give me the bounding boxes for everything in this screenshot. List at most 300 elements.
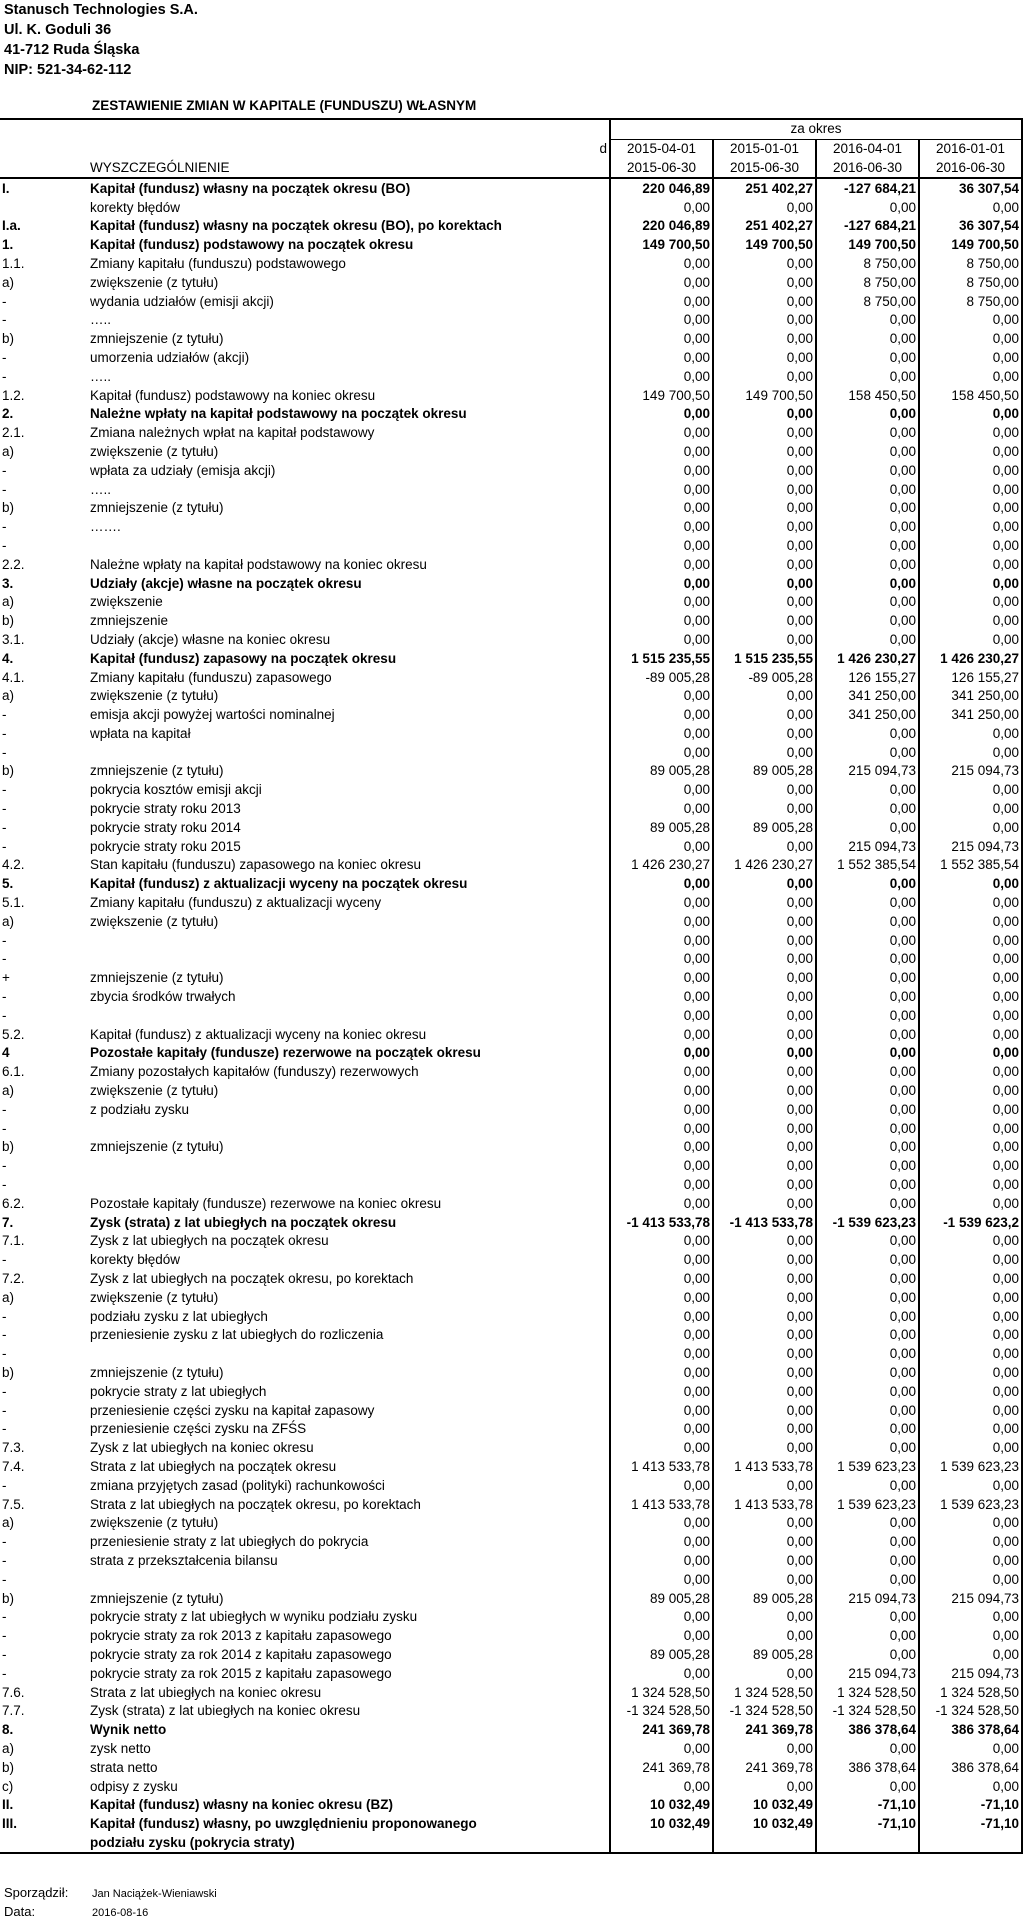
value-cell-period-3: 0,00 (816, 1006, 919, 1025)
value-cell-period-2: 0,00 (713, 612, 816, 631)
value-cell-period-2: 1 324 528,50 (713, 1683, 816, 1702)
table-row (0, 1288, 1022, 1307)
table-row (0, 1570, 1022, 1589)
table-row (0, 1025, 1022, 1044)
row-number: b) (2, 763, 15, 779)
value-cell-period-3: 0,00 (816, 537, 919, 556)
value-cell-period-2: 0,00 (713, 988, 816, 1007)
row-number: 1. (2, 237, 14, 253)
value-cell-period-2: 0,00 (713, 461, 816, 480)
row-label (88, 537, 592, 556)
row-label: emisja akcji powyżej wartości nominalnej (90, 707, 335, 723)
value-cell-period-3: 0,00 (816, 1157, 919, 1176)
value-cell-period-1: 0,00 (610, 499, 713, 518)
value-cell-period-3: 0,00 (816, 1740, 919, 1759)
value-cell-period-2: 0,00 (713, 631, 816, 650)
row-number: a) (2, 1515, 15, 1531)
value-cell-period-1: 0,00 (610, 743, 713, 762)
value-cell-period-3: 149 700,50 (816, 236, 919, 255)
value-cell-period-4: 0,00 (919, 1025, 1022, 1044)
row-label: zbycia środków trwałych (90, 989, 236, 1005)
value-cell-period-4: 215 094,73 (919, 837, 1022, 856)
row-label: odpisy z zysku (90, 1778, 178, 1794)
value-cell-period-3: 215 094,73 (816, 837, 919, 856)
value-cell-period-1: 0,00 (610, 255, 713, 274)
value-cell-period-4: 0,00 (919, 818, 1022, 837)
table-row (0, 1382, 1022, 1401)
row-label (88, 950, 592, 969)
value-cell-period-2 (713, 1834, 816, 1854)
row-number: - (2, 1646, 7, 1662)
table-row (0, 743, 1022, 762)
table-row (0, 1213, 1022, 1232)
value-cell-period-1: 0,00 (610, 1627, 713, 1646)
row-label: przeniesienie straty z lat ubiegłych do pokrycia (90, 1534, 369, 1550)
row-label: ….. (90, 481, 112, 497)
value-cell-period-4: 0,00 (919, 1608, 1022, 1627)
value-cell-period-4: 0,00 (919, 518, 1022, 537)
row-label: Udziały (akcje) własne na koniec okresu (90, 631, 331, 647)
row-label: pokrycie straty za rok 2014 z kapitału zapasowego (90, 1646, 392, 1662)
value-cell-period-4: 1 552 385,54 (919, 856, 1022, 875)
table-row (0, 818, 1022, 837)
value-cell-period-4: 0,00 (919, 1232, 1022, 1251)
value-cell-period-4: 0,00 (919, 912, 1022, 931)
row-label: pokrycie straty roku 2013 (90, 801, 241, 817)
row-label: zwiększenie (z tytułu) (90, 1515, 219, 1531)
row-label: Kapitał (fundusz) własny na początek okresu (BO), po korektach (90, 218, 502, 234)
value-cell-period-4: 0,00 (919, 1270, 1022, 1289)
value-cell-period-4: 126 155,27 (919, 668, 1022, 687)
value-cell-period-1: 0,00 (610, 931, 713, 950)
table-row (0, 273, 1022, 292)
value-cell-period-1: 1 515 235,55 (610, 649, 713, 668)
row-label: zmniejszenie (z tytułu) (90, 1139, 224, 1155)
value-cell-period-2: 0,00 (713, 1627, 816, 1646)
row-number: 7.4. (2, 1458, 25, 1474)
value-cell-period-3: 0,00 (816, 875, 919, 894)
value-cell-period-4: 0,00 (919, 1157, 1022, 1176)
value-cell-period-4: 0,00 (919, 1063, 1022, 1082)
value-cell-period-4: 0,00 (919, 461, 1022, 480)
row-number: 3.1. (2, 631, 25, 647)
value-cell-period-4: 0,00 (919, 1533, 1022, 1552)
value-cell-period-1: 0,00 (610, 349, 713, 368)
value-cell-period-4: 0,00 (919, 574, 1022, 593)
value-cell-period-4: 0,00 (919, 612, 1022, 631)
value-cell-period-3: 158 450,50 (816, 386, 919, 405)
row-label (88, 1570, 592, 1589)
value-cell-period-1: 0,00 (610, 367, 713, 386)
value-cell-period-1: 0,00 (610, 875, 713, 894)
table-row (0, 950, 1022, 969)
row-number: - (2, 519, 7, 535)
value-cell-period-3: 0,00 (816, 1232, 919, 1251)
row-number: - (2, 838, 7, 854)
value-cell-period-3: 0,00 (816, 1307, 919, 1326)
value-cell-period-4: 158 450,50 (919, 386, 1022, 405)
value-cell-period-2: 0,00 (713, 1514, 816, 1533)
company-name: Stanusch Technologies S.A. (4, 2, 198, 18)
value-cell-period-4: 0,00 (919, 950, 1022, 969)
value-cell-period-3: 0,00 (816, 499, 919, 518)
value-cell-period-1: -1 324 528,50 (610, 1702, 713, 1721)
value-cell-period-2: 0,00 (713, 1063, 816, 1082)
table-row (0, 1420, 1022, 1439)
value-cell-period-1: 89 005,28 (610, 762, 713, 781)
row-label: zwiększenie (z tytułu) (90, 1289, 219, 1305)
row-label: Kapitał (fundusz) podstawowy na początek okresu (90, 237, 414, 253)
table-row (0, 668, 1022, 687)
row-number: - (2, 951, 7, 967)
company-nip: NIP: 521-34-62-112 (4, 62, 132, 78)
row-label: Wynik netto (90, 1722, 167, 1738)
value-cell-period-2: 0,00 (713, 1364, 816, 1383)
row-label (88, 1176, 592, 1195)
value-cell-period-1: -89 005,28 (610, 668, 713, 687)
value-cell-period-1: 0,00 (610, 1777, 713, 1796)
table-row (0, 1176, 1022, 1195)
row-label: Kapitał (fundusz) własny na początek okresu (BO) (90, 180, 411, 196)
row-label: zmiana przyjętych zasad (polityki) rachunkowości (90, 1477, 385, 1493)
value-cell-period-4: 0,00 (919, 537, 1022, 556)
document-title: ZESTAWIENIE ZMIAN W KAPITALE (FUNDUSZU) WŁASNYM (92, 98, 477, 113)
table-row (0, 405, 1022, 424)
row-number: a) (2, 1083, 15, 1099)
value-cell-period-3 (816, 1834, 919, 1854)
value-cell-period-4: 0,00 (919, 1082, 1022, 1101)
value-cell-period-4: 0,00 (919, 1514, 1022, 1533)
value-cell-period-4: 341 250,00 (919, 687, 1022, 706)
value-cell-period-4: 0,00 (919, 311, 1022, 330)
value-cell-period-3: 0,00 (816, 424, 919, 443)
value-cell-period-1: 0,00 (610, 950, 713, 969)
value-cell-period-3: 8 750,00 (816, 292, 919, 311)
row-number: - (2, 1552, 7, 1568)
value-cell-period-1: 0,00 (610, 1401, 713, 1420)
value-cell-period-3: 0,00 (816, 1382, 919, 1401)
row-label: pokrycie straty roku 2015 (90, 838, 241, 854)
value-cell-period-2: 89 005,28 (713, 1589, 816, 1608)
row-number (0, 198, 88, 217)
row-number: - (2, 1571, 7, 1587)
table-row (0, 1796, 1022, 1815)
value-cell-period-1: 0,00 (610, 1439, 713, 1458)
table-row (0, 1683, 1022, 1702)
row-label: z podziału zysku (90, 1101, 190, 1117)
value-cell-period-1: 10 032,49 (610, 1796, 713, 1815)
value-cell-period-2: 0,00 (713, 518, 816, 537)
date-label: Data: (4, 1904, 36, 1919)
row-label (88, 1119, 592, 1138)
value-cell-period-3: 0,00 (816, 1345, 919, 1364)
table-row (0, 1702, 1022, 1721)
row-label: pokrycia kosztów emisji akcji (90, 782, 262, 798)
value-cell-period-1: 0,00 (610, 1157, 713, 1176)
row-label: Zysk (strata) z lat ubiegłych na koniec okresu (90, 1703, 361, 1719)
value-cell-period-1: 0,00 (610, 593, 713, 612)
row-number: 7.6. (2, 1684, 25, 1700)
table-row (0, 875, 1022, 894)
row-label: Strata z lat ubiegłych na początek okresu, po korektach (90, 1496, 421, 1512)
value-cell-period-3: 0,00 (816, 1194, 919, 1213)
table-row (0, 1608, 1022, 1627)
value-cell-period-2: 241 369,78 (713, 1758, 816, 1777)
value-cell-period-3: 341 250,00 (816, 706, 919, 725)
row-label: strata z przekształcenia bilansu (90, 1552, 278, 1568)
value-cell-period-1: 0,00 (610, 631, 713, 650)
table-row (0, 461, 1022, 480)
prepared-by-label: Sporządził: (4, 1885, 69, 1900)
value-cell-period-3: 0,00 (816, 593, 919, 612)
company-street: Ul. K. Goduli 36 (4, 22, 112, 38)
table-row (0, 386, 1022, 405)
value-cell-period-4: 0,00 (919, 405, 1022, 424)
row-label: pokrycie straty z lat ubiegłych (90, 1383, 267, 1399)
value-cell-period-2: 0,00 (713, 1194, 816, 1213)
table-row (0, 292, 1022, 311)
table-row (0, 1232, 1022, 1251)
value-cell-period-4: 0,00 (919, 1401, 1022, 1420)
value-cell-period-2: 0,00 (713, 875, 816, 894)
value-cell-period-1: 0,00 (610, 273, 713, 292)
value-cell-period-1: 0,00 (610, 518, 713, 537)
row-number: - (2, 1534, 7, 1550)
value-cell-period-1: 89 005,28 (610, 818, 713, 837)
row-label: zmniejszenie (z tytułu) (90, 970, 224, 986)
row-number: - (2, 725, 7, 741)
period-1-from: 2015-04-01 (610, 139, 713, 158)
row-number: a) (2, 594, 15, 610)
company-city: 41-712 Ruda Śląska (4, 42, 140, 58)
table-row (0, 800, 1022, 819)
row-label: wpłata na kapitał (90, 725, 191, 741)
value-cell-period-2: 0,00 (713, 912, 816, 931)
value-cell-period-4: 0,00 (919, 1176, 1022, 1195)
value-cell-period-2: 0,00 (713, 931, 816, 950)
table-row (0, 1514, 1022, 1533)
row-label: Należne wpłaty na kapitał podstawowy na koniec okresu (90, 556, 427, 572)
value-cell-period-1: 241 369,78 (610, 1721, 713, 1740)
value-cell-period-3: 0,00 (816, 518, 919, 537)
value-cell-period-3: 0,00 (816, 330, 919, 349)
value-cell-period-2: 0,00 (713, 1288, 816, 1307)
value-cell-period-2: 1 413 533,78 (713, 1495, 816, 1514)
table-row (0, 1326, 1022, 1345)
value-cell-period-2: 0,00 (713, 1157, 816, 1176)
value-cell-period-3: 0,00 (816, 1100, 919, 1119)
value-cell-period-4: 0,00 (919, 969, 1022, 988)
row-label: podziału zysku (pokrycia straty) (88, 1834, 592, 1854)
value-cell-period-3: 0,00 (816, 1176, 919, 1195)
value-cell-period-4: 1 324 528,50 (919, 1683, 1022, 1702)
value-cell-period-4: 0,00 (919, 894, 1022, 913)
value-cell-period-4: 0,00 (919, 1345, 1022, 1364)
value-cell-period-1: 0,00 (610, 1364, 713, 1383)
value-cell-period-1: 0,00 (610, 198, 713, 217)
row-label: zwiększenie (z tytułu) (90, 913, 219, 929)
value-cell-period-4: 0,00 (919, 1364, 1022, 1383)
value-cell-period-1: 0,00 (610, 1100, 713, 1119)
value-cell-period-3: 0,00 (816, 480, 919, 499)
value-cell-period-4: -71,10 (919, 1796, 1022, 1815)
value-cell-period-2: 0,00 (713, 574, 816, 593)
row-label: Kapitał (fundusz) własny na koniec okresu (BZ) (90, 1797, 394, 1813)
value-cell-period-2: 0,00 (713, 1138, 816, 1157)
value-cell-period-4: 0,00 (919, 349, 1022, 368)
value-cell-period-2: 0,00 (713, 1232, 816, 1251)
row-label: zwiększenie (z tytułu) (90, 274, 219, 290)
table-row (0, 1646, 1022, 1665)
row-number: - (2, 1177, 7, 1193)
value-cell-period-3: 0,00 (816, 555, 919, 574)
row-label: Kapitał (fundusz) zapasowy na początek okresu (90, 650, 397, 666)
value-cell-period-1: 0,00 (610, 1740, 713, 1759)
table-row (0, 1815, 1022, 1834)
period-4-to: 2016-06-30 (919, 159, 1022, 179)
value-cell-period-1: 0,00 (610, 1476, 713, 1495)
row-number: - (2, 1609, 7, 1625)
table-row (0, 1044, 1022, 1063)
value-cell-period-1: 0,00 (610, 555, 713, 574)
value-cell-period-1: 220 046,89 (610, 217, 713, 236)
value-cell-period-3: 0,00 (816, 912, 919, 931)
row-number: - (2, 349, 7, 365)
table-row (0, 311, 1022, 330)
footer (4, 1884, 217, 1922)
row-label: zwiększenie (90, 594, 163, 610)
table-row (0, 1721, 1022, 1740)
value-cell-period-1: 0,00 (610, 912, 713, 931)
value-cell-period-3: 0,00 (816, 1646, 919, 1665)
value-cell-period-3: 386 378,64 (816, 1758, 919, 1777)
date-value: 2016-08-16 (92, 1907, 149, 1919)
period-3-to: 2016-06-30 (816, 159, 919, 179)
value-cell-period-3: 0,00 (816, 1401, 919, 1420)
value-cell-period-2: 0,00 (713, 1552, 816, 1571)
row-number: - (2, 312, 7, 328)
period-2-to: 2015-06-30 (713, 159, 816, 179)
value-cell-period-4: 0,00 (919, 330, 1022, 349)
table-row (0, 424, 1022, 443)
table-row (0, 1758, 1022, 1777)
value-cell-period-3: 0,00 (816, 574, 919, 593)
column-header-wyszczegolnienie: WYSZCZEGÓLNIENIE (88, 159, 592, 179)
value-cell-period-1: -1 413 533,78 (610, 1213, 713, 1232)
equity-changes-table (0, 118, 1023, 1854)
table-row (0, 1589, 1022, 1608)
value-cell-period-1: 0,00 (610, 1345, 713, 1364)
row-number: 2. (2, 406, 14, 422)
row-label: strata netto (90, 1759, 158, 1775)
value-cell-period-1: 1 413 533,78 (610, 1495, 713, 1514)
value-cell-period-4: 0,00 (919, 1194, 1022, 1213)
value-cell-period-4: 0,00 (919, 1119, 1022, 1138)
value-cell-period-4: 8 750,00 (919, 255, 1022, 274)
row-number: I. (2, 180, 10, 196)
table-row (0, 1439, 1022, 1458)
row-label (88, 743, 592, 762)
value-cell-period-3: 0,00 (816, 443, 919, 462)
value-cell-period-2: 0,00 (713, 1740, 816, 1759)
value-cell-period-2: -89 005,28 (713, 668, 816, 687)
table-row (0, 537, 1022, 556)
row-number: - (2, 368, 7, 384)
value-cell-period-3: 215 094,73 (816, 1589, 919, 1608)
header-row-from (0, 139, 1022, 158)
row-number: 4.1. (2, 669, 25, 685)
value-cell-period-2: 0,00 (713, 311, 816, 330)
table-row (0, 255, 1022, 274)
row-number: - (2, 481, 7, 497)
value-cell-period-1: 0,00 (610, 405, 713, 424)
value-cell-period-1: 89 005,28 (610, 1589, 713, 1608)
value-cell-period-4: 36 307,54 (919, 178, 1022, 198)
row-number: 5.1. (2, 895, 25, 911)
value-cell-period-1: 0,00 (610, 1138, 713, 1157)
value-cell-period-3: 0,00 (816, 1533, 919, 1552)
value-cell-period-3: 0,00 (816, 894, 919, 913)
table-row (0, 988, 1022, 1007)
value-cell-period-3: 0,00 (816, 1420, 919, 1439)
value-cell-period-2: 0,00 (713, 255, 816, 274)
row-number: - (2, 462, 7, 478)
row-label (88, 931, 592, 950)
value-cell-period-1: 0,00 (610, 1176, 713, 1195)
value-cell-period-2: 0,00 (713, 1664, 816, 1683)
row-label: zmniejszenie (z tytułu) (90, 1364, 224, 1380)
row-label (88, 1345, 592, 1364)
table-row (0, 1495, 1022, 1514)
value-cell-period-2: 0,00 (713, 499, 816, 518)
row-number: 5. (2, 876, 14, 892)
value-cell-period-1: 0,00 (610, 1119, 713, 1138)
row-number: - (2, 1628, 7, 1644)
value-cell-period-2: 1 426 230,27 (713, 856, 816, 875)
row-number: a) (2, 1289, 15, 1305)
row-label: pokrycie straty roku 2014 (90, 819, 241, 835)
value-cell-period-1: 0,00 (610, 1552, 713, 1571)
value-cell-period-1: 0,00 (610, 988, 713, 1007)
value-cell-period-2: 89 005,28 (713, 1646, 816, 1665)
table-row (0, 236, 1022, 255)
row-label: przeniesienie zysku z lat ubiegłych do rozliczenia (90, 1327, 384, 1343)
value-cell-period-1: 0,00 (610, 311, 713, 330)
value-cell-period-4: 386 378,64 (919, 1721, 1022, 1740)
value-cell-period-4: 0,00 (919, 875, 1022, 894)
table-row (0, 518, 1022, 537)
table-row (0, 1740, 1022, 1759)
table-row (0, 1270, 1022, 1289)
value-cell-period-2: 0,00 (713, 894, 816, 913)
table-row (0, 367, 1022, 386)
row-number: - (2, 1665, 7, 1681)
row-label: Zysk z lat ubiegłych na początek okresu (90, 1233, 329, 1249)
prepared-by-value: Jan Naciążek-Wieniawski (92, 1888, 217, 1900)
value-cell-period-3: 0,00 (816, 349, 919, 368)
value-cell-period-2: 0,00 (713, 443, 816, 462)
value-cell-period-1: 0,00 (610, 292, 713, 311)
value-cell-period-2: 0,00 (713, 1533, 816, 1552)
value-cell-period-1: 0,00 (610, 1025, 713, 1044)
value-cell-period-4: 0,00 (919, 1138, 1022, 1157)
value-cell-period-3: 0,00 (816, 198, 919, 217)
value-cell-period-2: 0,00 (713, 349, 816, 368)
value-cell-period-4: 0,00 (919, 1570, 1022, 1589)
value-cell-period-3: 0,00 (816, 818, 919, 837)
table-row (0, 781, 1022, 800)
value-cell-period-1: 0,00 (610, 1194, 713, 1213)
